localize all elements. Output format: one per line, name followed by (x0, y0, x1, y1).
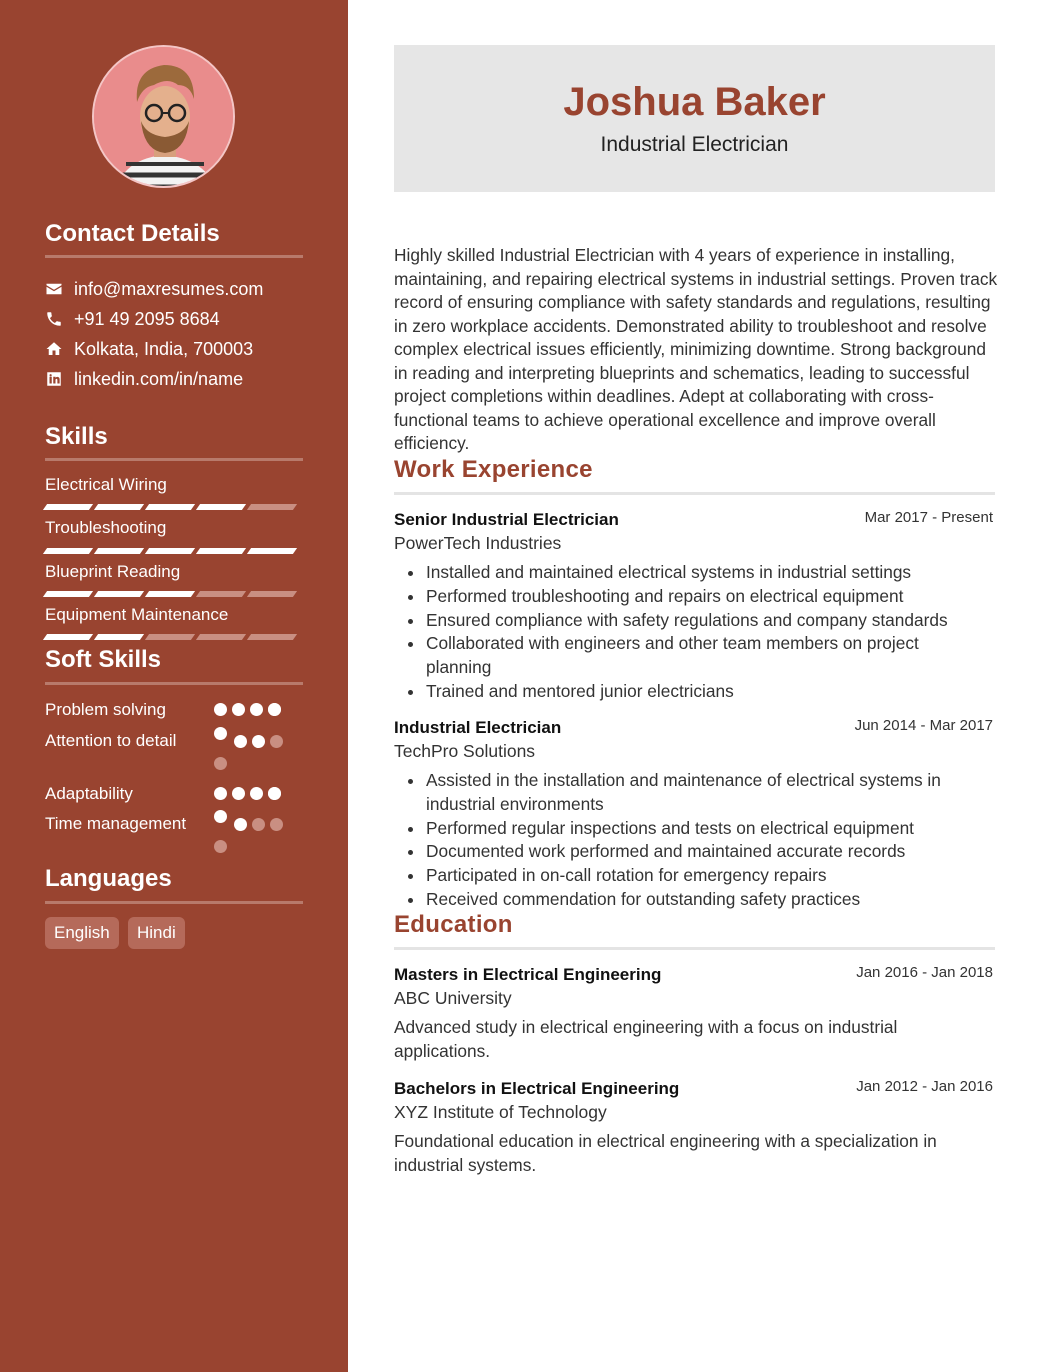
contact-linkedin-text: linkedin.com/in/name (74, 368, 244, 389)
degree-date: Jan 2016 - Jan 2018 (856, 964, 993, 981)
job-title: Industrial Electrician (394, 718, 562, 737)
skill-segment (145, 591, 195, 597)
contact-title: Contact Details (45, 220, 220, 247)
soft-skill-dot (252, 735, 265, 748)
soft-skill-dot (214, 787, 227, 800)
contact-linkedin[interactable] (45, 367, 243, 391)
job-company: PowerTech Industries (394, 533, 562, 553)
soft-skill-dot (232, 787, 245, 800)
soft-skill-dot (250, 787, 263, 800)
education-divider (394, 947, 995, 950)
job-date: Jun 2014 - Mar 2017 (854, 717, 993, 734)
skill-label: Blueprint Reading (45, 562, 181, 581)
skill-bar (45, 634, 295, 640)
skills-title: Skills (45, 423, 108, 450)
skill-segment (247, 634, 297, 640)
school-name: XYZ Institute of Technology (394, 1102, 607, 1122)
skill-segment (145, 548, 195, 554)
contact-email[interactable] (45, 277, 263, 301)
summary: Highly skilled Industrial Electrician with 4 years of experience in installing, maintaining, and repairing electrical systems in industrial settings. Proven track record of ensuring compliance with safety standards and regulations, resulting in zero workplace accidents. Demonstrated ability to troubleshoot and resolve complex electrical issues efficiently, minimizing downtime. Strong background in reading and interpreting blueprints and schematics, leading to successful project completions within deadlines. Adept at collaborating with cross-functional teams to achieve operational excellence and improve overall efficiency. (394, 245, 998, 453)
contact-divider (45, 255, 303, 258)
degree-title: Bachelors in Electrical Engineering (394, 1079, 680, 1098)
skill-segment (43, 504, 93, 510)
skill-segment (94, 591, 144, 597)
language-chip-hindi: Hindi (128, 917, 185, 949)
soft-skill-dot (270, 735, 283, 748)
soft-skill-dot (250, 703, 263, 716)
list-item: Collaborated with engineers and other team members on project planning (408, 632, 988, 680)
soft-skills-divider (45, 682, 303, 685)
degree-date: Jan 2012 - Jan 2016 (856, 1078, 993, 1095)
list-item: Performed troubleshooting and repairs on electrical equipment (408, 585, 988, 609)
contact-location-text: Kolkata, India, 700003 (74, 338, 254, 359)
work-divider (394, 492, 995, 495)
home-icon (45, 340, 63, 358)
list-item: Installed and maintained electrical systems in industrial settings (408, 561, 988, 585)
skill-segment (196, 548, 246, 554)
skill-label: Equipment Maintenance (45, 605, 229, 624)
skill-label: Troubleshooting (45, 518, 167, 537)
education-title: Education (394, 911, 513, 938)
skill-segment (145, 634, 195, 640)
soft-skill-dot (268, 787, 281, 800)
work-experience-title: Work Experience (394, 456, 593, 483)
skill-segment (43, 548, 93, 554)
list-item: Participated in on-call rotation for emergency repairs (408, 864, 988, 888)
avatar (92, 45, 235, 188)
contact-email-text: info@maxresumes.com (74, 278, 264, 299)
soft-skill-dot (214, 727, 227, 740)
phone-icon (45, 310, 63, 328)
languages-divider (45, 901, 303, 904)
skill-bar (45, 591, 295, 597)
soft-skill-dot (234, 735, 247, 748)
soft-skill-label: Time management (45, 814, 187, 833)
candidate-role: Industrial Electrician (600, 133, 789, 156)
soft-skill-dot (234, 818, 247, 831)
skill-segment (247, 504, 297, 510)
soft-skills-title: Soft Skills (45, 646, 162, 673)
soft-skill-dot (214, 757, 227, 770)
skill-segment (196, 634, 246, 640)
soft-skill-dot (232, 703, 245, 716)
list-item: Documented work performed and maintained accurate records (408, 840, 988, 864)
skill-bar (45, 504, 295, 510)
soft-skill-label: Attention to detail (45, 731, 177, 750)
skill-segment (196, 504, 246, 510)
job-bullets (408, 561, 988, 704)
email-icon (45, 280, 63, 298)
soft-skill-dot (214, 703, 227, 716)
soft-skill-dot (270, 818, 283, 831)
soft-skill-dot (252, 818, 265, 831)
skills-divider (45, 458, 303, 461)
header (394, 45, 995, 192)
skill-segment (145, 504, 195, 510)
skill-segment (196, 591, 246, 597)
job-title: Senior Industrial Electrician (394, 510, 619, 529)
contact-location (45, 337, 253, 361)
sidebar (0, 0, 348, 1372)
school-name: ABC University (394, 988, 512, 1008)
contact-phone[interactable] (45, 307, 220, 331)
job-bullets (408, 769, 988, 912)
skill-segment (43, 634, 93, 640)
candidate-name: Joshua Baker (563, 80, 826, 124)
language-chip-english: English (45, 917, 119, 949)
skill-segment (43, 591, 93, 597)
languages-title: Languages (45, 865, 172, 892)
degree-title: Masters in Electrical Engineering (394, 965, 662, 984)
skill-segment (94, 548, 144, 554)
job-company: TechPro Solutions (394, 741, 536, 761)
list-item: Trained and mentored junior electricians (408, 680, 988, 704)
degree-description: Foundational education in electrical engineering with a specialization in industrial systems. (394, 1131, 937, 1175)
skill-segment (94, 634, 144, 640)
skill-bar (45, 548, 295, 554)
skill-label: Electrical Wiring (45, 475, 167, 494)
skill-segment (247, 591, 297, 597)
skill-segment (247, 548, 297, 554)
list-item: Performed regular inspections and tests on electrical equipment (408, 817, 988, 841)
person-photo-icon (94, 47, 235, 188)
soft-skill-dot (214, 810, 227, 823)
degree-description: Advanced study in electrical engineering with a focus on industrial applications. (394, 1017, 898, 1061)
list-item: Assisted in the installation and maintenance of electrical systems in industrial environments (408, 769, 988, 817)
soft-skill-dot (214, 840, 227, 853)
soft-skill-label: Problem solving (45, 700, 166, 719)
list-item: Received commendation for outstanding safety practices (408, 888, 988, 912)
job-date: Mar 2017 - Present (864, 509, 993, 526)
soft-skill-dot (268, 703, 281, 716)
skill-segment (94, 504, 144, 510)
soft-skill-label: Adaptability (45, 784, 133, 803)
contact-phone-text: +91 49 2095 8684 (74, 308, 220, 329)
linkedin-icon (45, 370, 63, 388)
list-item: Ensured compliance with safety regulations and company standards (408, 609, 988, 633)
